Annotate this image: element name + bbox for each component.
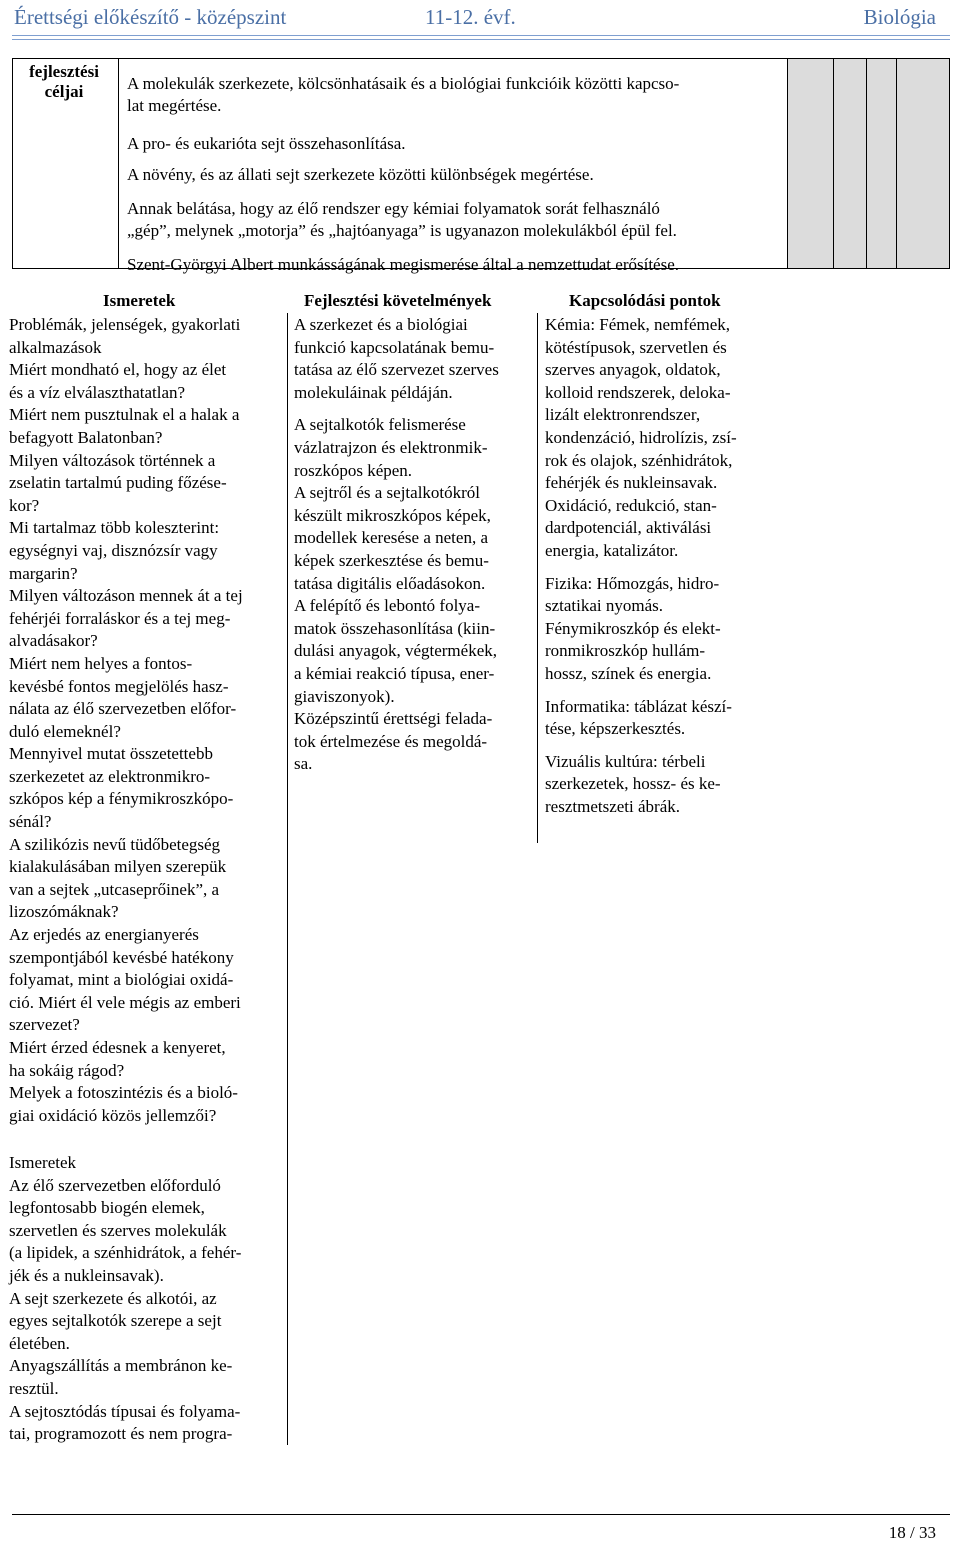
text-line: Milyen változáson mennek át a tej	[9, 586, 243, 606]
text-line: képek szerkesztése és bemu-	[294, 550, 489, 570]
header-grade: 11-12. évf.	[425, 5, 516, 29]
text-line: roszkópos képen.	[294, 460, 413, 480]
text-line: Miért nem helyes a fontos-	[9, 653, 193, 673]
text-line: Vizuális kultúra: térbeli	[545, 751, 706, 771]
text-line: rok és olajok, szénhidrátok,	[545, 450, 733, 470]
text-line: szkópos kép a fénymikroszkópo-	[9, 789, 234, 809]
text-line: A szilikózis nevű tüdőbetegség	[9, 834, 221, 854]
text-line: kolloid rendszerek, deloka-	[545, 382, 731, 402]
text-line: Az erjedés az energianyerés	[9, 925, 199, 945]
kapcsolodasi-column	[545, 314, 785, 818]
text-line: tok értelmezése és megoldá-	[294, 731, 488, 751]
text-line: készült mikroszkópos képek,	[294, 505, 491, 525]
grey-divider-4	[896, 58, 897, 268]
text-line: kötéstípusok, szervetlen és	[545, 337, 727, 357]
goal-line: A pro- és eukarióta sejt összehasonlítása.	[127, 134, 406, 153]
text-line: funkció kapcsolatának bemu-	[294, 337, 495, 357]
text-line: Kémia: Fémek, nemfémek,	[545, 315, 731, 334]
text-line: fehérjék és nukleinsavak.	[545, 473, 718, 493]
label-divider	[118, 58, 119, 268]
ismeretek-column	[9, 314, 285, 1127]
text-line: giai oxidáció közös jellemzői?	[9, 1105, 217, 1125]
text-line: Melyek a fotoszintézis és a bioló-	[9, 1083, 238, 1103]
goal-line: lat megértése.	[127, 96, 222, 115]
text-line: A sejtről és a sejtalkotókról	[294, 483, 481, 503]
text-line: A sejtosztódás típusai és folyama-	[9, 1401, 241, 1421]
text-line: tatása digitális előadásokon.	[294, 573, 486, 593]
text-line: (a lipidek, a szénhidrátok, a fehér-	[9, 1243, 242, 1263]
text-line: folyamat, mint a biológiai oxidá-	[9, 970, 234, 990]
footer-rule	[12, 1514, 950, 1515]
goal-line: Szent-Györgyi Albert munkásságának megismerése által a nemzettudat erősítése.	[127, 255, 680, 274]
spacer	[545, 686, 785, 696]
text-line: van a sejtek „utcaseprőinek”, a	[9, 879, 220, 899]
text-line: Miért mondható el, hogy az élet	[9, 360, 227, 380]
header-rule-top	[12, 35, 950, 36]
text-line: szerkezetek, hossz- és ke-	[545, 774, 721, 794]
grey-divider-2	[833, 58, 834, 268]
text-line: lizoszómáknak?	[9, 902, 119, 922]
grey-divider-1	[787, 58, 788, 268]
column-divider-2	[537, 313, 538, 843]
text-line: életében.	[9, 1333, 70, 1353]
ismeretek-knowledge-block	[9, 1152, 285, 1446]
spacer	[294, 404, 534, 414]
text-line: A szerkezet és a biológiai	[294, 315, 468, 334]
goal-line: Annak belátása, hogy az élő rendszer egy kémiai folyamatok sorát felhasználó	[127, 199, 660, 218]
text-line: A felépítő és lebontó folya-	[294, 596, 481, 616]
text-line: sa.	[294, 754, 313, 774]
text-line: sztatikai nyomás.	[545, 596, 664, 616]
text-line: energia, katalizátor.	[545, 540, 679, 560]
text-line: tése, képszerkesztés.	[545, 719, 686, 739]
text-line: molekuláinak példáján.	[294, 382, 453, 402]
spacer	[545, 741, 785, 751]
text-line: lizált elektronrendszer,	[545, 405, 701, 425]
text-line: kialakulásában milyen szerepük	[9, 857, 227, 877]
text-line: Milyen változások történnek a	[9, 450, 216, 470]
text-line: a kémiai reakció típusa, ener-	[294, 663, 495, 683]
text-line: alkalmazások	[9, 337, 102, 357]
column-header-ismeretek: Ismeretek	[103, 291, 176, 310]
text-line: modellek keresése a neten, a	[294, 528, 488, 548]
text-line: dardpotenciál, aktiválási	[545, 518, 712, 538]
text-line: giaviszonyok).	[294, 686, 395, 706]
kovetelmenyek-column	[294, 314, 534, 776]
text-line: matok összehasonlítása (kiin-	[294, 618, 496, 638]
text-line: ha sokáig rágod?	[9, 1060, 125, 1080]
text-line: alvadásakor?	[9, 631, 98, 651]
goal-line: A molekulák szerkezete, kölcsönhatásaik és a biológiai funkcióik közötti kapcso-	[127, 74, 680, 93]
text-line: sénál?	[9, 812, 52, 832]
spacer	[545, 563, 785, 573]
text-line: margarin?	[9, 563, 78, 583]
goals-label: fejlesztési céljai	[29, 62, 99, 101]
grey-cell-area	[787, 58, 950, 268]
text-line: tai, programozott és nem progra-	[9, 1424, 233, 1444]
text-line: és a víz elválaszthatatlan?	[9, 382, 186, 402]
text-line: A sejtalkotók felismerése	[294, 415, 466, 435]
text-line: Fénymikroszkóp és elekt-	[545, 618, 721, 638]
text-line: szerkezetet az elektronmikro-	[9, 766, 211, 786]
header-title: Érettségi előkészítő - középszint	[14, 5, 287, 29]
text-line: nálata az élő szervezetben előfor-	[9, 699, 237, 719]
text-line: Mennyivel mutat összetettebb	[9, 744, 213, 764]
text-line: Mi tartalmaz több koleszterint:	[9, 518, 220, 538]
text-line: dulási anyagok, végtermékek,	[294, 641, 497, 661]
text-line: Az élő szervezetben előforduló	[9, 1175, 221, 1195]
text-line: resztül.	[9, 1378, 59, 1398]
table-right-border	[949, 58, 950, 268]
table-top-border	[12, 58, 950, 59]
text-line: kondenzáció, hidrolízis, zsí-	[545, 427, 737, 447]
goal-line: „gép”, melynek „motorja” és „hajtóanyaga” is ugyanazon molekulákból épül fel.	[127, 221, 677, 240]
column-header-kapcsolodasi: Kapcsolódási pontok	[569, 291, 721, 310]
table-left-border	[12, 58, 13, 268]
text-line: szervetlen és szerves molekulák	[9, 1220, 227, 1240]
header-rule-bottom	[12, 39, 950, 40]
text-line: jék és a nukleinsavak).	[9, 1265, 164, 1285]
text-line: Miért nem pusztulnak el a halak a	[9, 405, 240, 425]
text-line: Fizika: Hőmozgás, hidro-	[545, 573, 720, 593]
grey-divider-3	[866, 58, 867, 268]
text-line: szerves anyagok, oldatok,	[545, 360, 721, 380]
text-line: szempontjából kevésbé hatékony	[9, 947, 234, 967]
text-line: Anyagszállítás a membránon ke-	[9, 1356, 233, 1376]
text-line: Ismeretek	[9, 1153, 77, 1172]
goal-line: A növény, és az állati sejt szerkezete közötti különbségek megértése.	[127, 165, 594, 184]
text-line: szervezet?	[9, 1015, 80, 1035]
text-line: befagyott Balatonban?	[9, 427, 163, 447]
text-line: fehérjéi forraláskor és a tej meg-	[9, 608, 231, 628]
text-line: Oxidáció, redukció, stan-	[545, 495, 717, 515]
text-line: ció. Miért él vele mégis az emberi	[9, 992, 241, 1012]
text-line: ronmikroszkóp hullám-	[545, 641, 706, 661]
text-line: Problémák, jelenségek, gyakorlati	[9, 315, 241, 334]
text-line: legfontosabb biogén elemek,	[9, 1198, 205, 1218]
text-line: vázlatrajzon és elektronmik-	[294, 437, 488, 457]
text-line: tatása az élő szervezet szerves	[294, 360, 499, 380]
text-line: A sejt szerkezete és alkotói, az	[9, 1288, 217, 1308]
text-line: Miért érzed édesnek a kenyeret,	[9, 1038, 226, 1057]
text-line: Informatika: táblázat készí-	[545, 696, 732, 716]
text-line: hossz, színek és energia.	[545, 663, 712, 683]
header-subject: Biológia	[863, 5, 936, 29]
text-line: kor?	[9, 495, 40, 515]
page-number: 18 / 33	[888, 1523, 936, 1542]
text-line: zselatin tartalmú puding főzése-	[9, 473, 227, 493]
column-divider-1	[287, 313, 288, 1445]
text-line: resztmetszeti ábrák.	[545, 796, 680, 816]
text-line: Középszintű érettségi felada-	[294, 709, 493, 729]
text-line: duló elemeknél?	[9, 721, 121, 741]
text-line: egységnyi vaj, disznózsír vagy	[9, 540, 218, 560]
text-line: egyes sejtalkotók szerepe a sejt	[9, 1311, 222, 1331]
text-line: kevésbé fontos megjelölés hasz-	[9, 676, 229, 696]
column-header-kovetelmenyek: Fejlesztési követelmények	[304, 291, 492, 310]
